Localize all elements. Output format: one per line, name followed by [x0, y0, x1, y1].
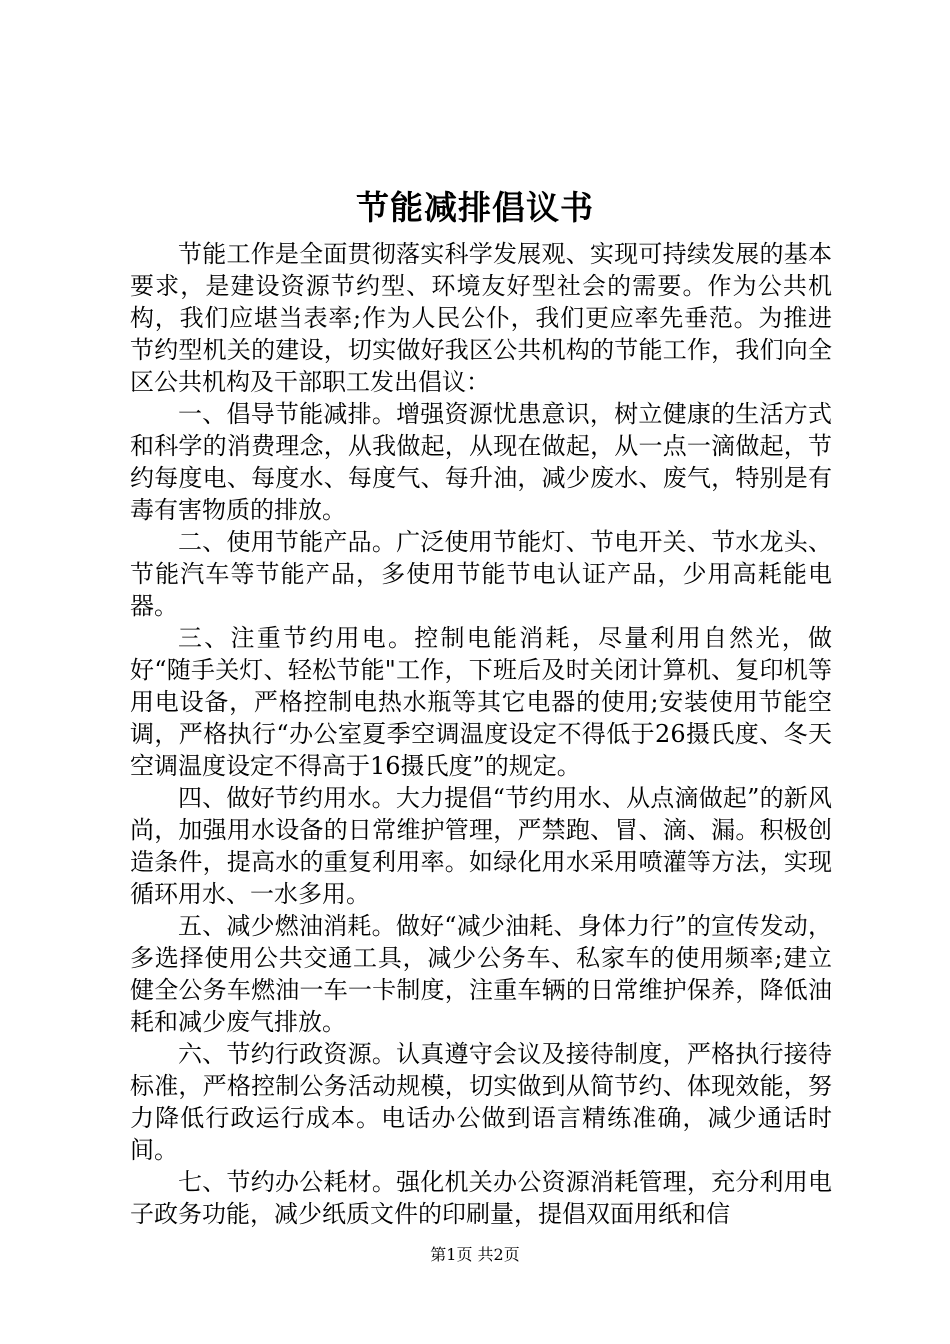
paragraph-item-3: 三、注重节约用电。控制电能消耗，尽量利用自然光，做好“随手关灯、轻松节能"工作，下班后及时关闭计算机、复印机等用电设备，严格控制电热水瓶等其它电器的使用;安装使用节能空调，严格执行“办公室夏季空调温度设定不得低于26摄氏度、冬天空调温度设定不得高于16摄氏度”的规定。 — [130, 624, 832, 780]
paragraph-item-4: 四、做好节约用水。大力提倡“节约用水、从点滴做起”的新风尚，加强用水设备的日常维护管理，严禁跑、冒、滴、漏。积极创造条件，提高水的重复利用率。如绿化用水采用喷灌等方法，实现循环用水、一水多用。 — [130, 784, 832, 908]
paragraph-item-7: 七、节约办公耗材。强化机关办公资源消耗管理，充分利用电子政务功能，减少纸质文件的印刷量，提倡双面用纸和信 — [130, 1168, 832, 1228]
document-body — [130, 238, 832, 1230]
paragraph-intro: 节能工作是全面贯彻落实科学发展观、实现可持续发展的基本要求，是建设资源节约型、环境友好型社会的需要。作为公共机构，我们应堪当表率;作为人民公仆，我们更应率先垂范。为推进节约型机关的建设，切实做好我区公共机构的节能工作，我们向全区公共机构及干部职工发出倡议： — [130, 240, 832, 396]
paragraph-item-5: 五、减少燃油消耗。做好“减少油耗、身体力行”的宣传发动，多选择使用公共交通工具，减少公务车、私家车的使用频率;建立健全公务车燃油一车一卡制度，注重车辆的日常维护保养，降低油耗和减少废气排放。 — [130, 912, 832, 1036]
paragraph-item-1: 一、倡导节能减排。增强资源忧患意识，树立健康的生活方式和科学的消费理念，从我做起，从现在做起，从一点一滴做起，节约每度电、每度水、每度气、每升油，减少废水、废气，特别是有毒有害物质的排放。 — [130, 400, 832, 524]
document-title: 节能减排倡议书 — [356, 188, 594, 227]
paragraph-item-2: 二、使用节能产品。广泛使用节能灯、节电开关、节水龙头、节能汽车等节能产品，多使用节能节电认证产品，少用高耗能电器。 — [130, 528, 832, 620]
paragraph-item-6: 六、节约行政资源。认真遵守会议及接待制度，严格执行接待标准，严格控制公务活动规模，切实做到从简节约、体现效能，努力降低行政运行成本。电话办公做到语言精练准确，减少通话时间。 — [130, 1040, 832, 1164]
page-number-footer: 第1页 共2页 — [430, 1245, 520, 1264]
